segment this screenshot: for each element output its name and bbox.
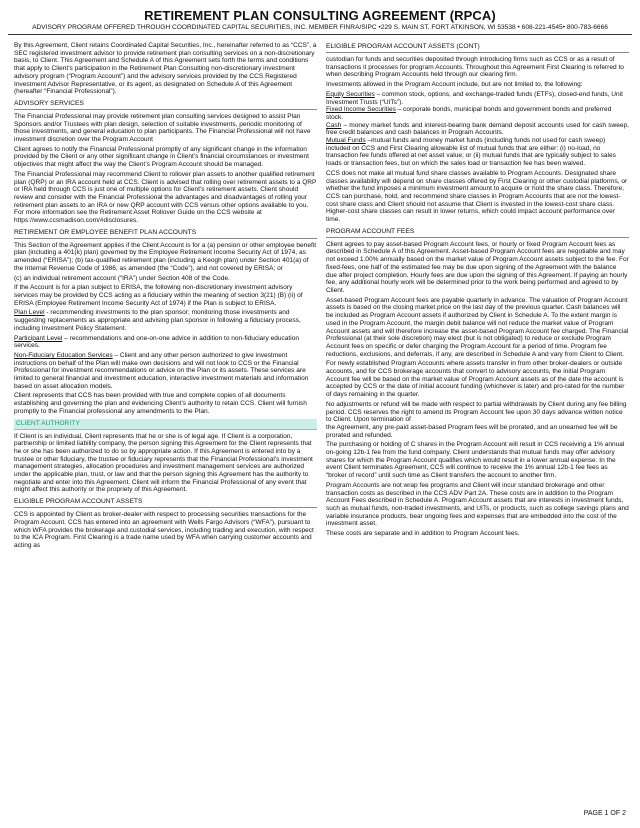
fees-paragraph-2: Asset-based Program Account fees are payable quarterly in advance. The valuation of Program Account assets is based on the closing market price on the last day of the previous quarter. Cash balances will be included as Program Account assets if authorized by Client in Schedule A. To the extent margin is used in the Program Account, the margin debit balance will not reduce the market value of Program Account assets and will therefore increase the asset-based Program Account fee charged. The Financial Professional (at their sole discretion) may elect (but is not obligated) to reduce or exclude Program Account fees on specific or defer charging the Program Account for a period of time. Program fee reductions, exclusions, and deferrals, if any, are described in Schedule A and vary from Client to Client. (326, 296, 629, 358)
advisory-paragraph-2: Client agrees to notify the Financial Professional promptly of any significant change in the information provided by the Client or any other significant change in Client’s financial circumstances or investment objectives that might affect the way the Client’s Program Account should be managed. (14, 145, 310, 169)
fees-paragraph-5: the Agreement, any pre-paid asset-based Program fees will be prorated, and an unearned fee will be prorated and refunded. (326, 423, 618, 439)
authority-paragraph: If Client is an individual, Client represents that he or she is of legal age. If Client is a corporation, partnership or limited liability company, the person signing this Agreement for the Client represents that he or she has been authorized to do so by appropriate action. If this Agreement is entered into by a trustee or other fiduciary, the trustee or fiduciary represents that the Financial Professional’s investment management strategies, allocation procedures and investment management services are authorized under the applicable plan, trust, or law and that the person signing this Agreement has the authority to negotiate and enter into this Agreement. Client will inform the Financial Professional of any event that might affect this authority or the propriety of this Agreement. (14, 432, 313, 494)
equity-item (326, 91, 629, 106)
fees-paragraph-3: For newly established Program Accounts where assets transfer in from other broker-dealers or outside accounts, and for CCS brokerage accounts that convert to advisory accounts, the initial Program Account fee will be based on the market value of Program Account assets as of the date the account is accepted by CCS or the date of initial account funding (whichever is later) and pro-rated for the number of days remaining in the quarter. (326, 360, 625, 399)
mutual-funds-item (326, 137, 629, 168)
left-column (14, 42, 317, 552)
mutual-funds-label: Mutual Funds (326, 137, 366, 145)
participant-level-item (14, 335, 317, 350)
fees-paragraph-7: Program Accounts are not wrap fee programs and Client will incur standard brokerage and other transaction costs as described in the CCS ADV Part 2A. These costs are in addition to the Program Account Fees described in Schedule A. Program Account assets that are interests in investment funds, such as mutual funds, non-traded investments, and UITs, or products, such as college savings plans and variable insurance products, bear ongoing fees and expenses that are embedded into the cost of the investment asset. (326, 481, 629, 528)
advisory-services-header: ADVISORY SERVICES (14, 99, 317, 110)
erisa-paragraph-1: This Section of the Agreement applies if the Client Account is for a (a) pension or other employee benefit plan (including a 401(k) plan) governed by the Employee Retirement Income Security Act of 1974, as amended (“ERISA”); (b) tax-qualified retirement plan (including a Keogh plan) under Section 401(a) of the Internal Revenue Code of 1986, as amended (the “Code”), and not covered by ERISA; or (14, 241, 317, 272)
fees-paragraph-8: These costs are separate and in addition to Program Account fees. (326, 530, 520, 538)
nonfiduciary-item (14, 352, 317, 391)
fixed-income-text: – corporate bonds, municipal bonds and government bonds and preferred stock. (326, 106, 612, 121)
advisory-paragraph-3: The Financial Professional may recommend Client to rollover plan assets to another qualified retirement plan (QRP) or an IRA account held at CCS. Client is advised that rolling over retirement assets to a QRP or IRA held through CCS is just one of multiple options for Client’s retirement assets. Client should review and consider with the Financial Professional the advantages and disadvantages of rolling your retirement plan assets to an IRA or new QRP account with CCS versus other options available to you. For more information see the Retirement Asset Rollover Guide on the CCS website at https://www.ccsmadison.com/#disclosures. (14, 170, 317, 225)
eligible-cont-paragraph-3: CCS does not make all mutual fund share classes available to Program Accounts. Designated share classes availability will depend on share classes offered by First Clearing or other custodial platforms, or whether the fund imposes a minimum investment amount to acquire or hold the share class. Therefore, CCS can purchase, hold, and recommend share classes in Program Accounts that are not the lowest-cost share class and Client should not assume that Client is invested in the lowest-cost share class. Higher-cost share classes can result in lower returns, which could impact account performance over time. (326, 169, 628, 224)
erisa-paragraph-3: If the Account is for a plan subject to ERISA, the following non-discretionary investment advisory services may be provided by CCS acting as a fiduciary within the meaning of section 3(21) (B) (ii) of ERISA (Employee Retirement Income Security Act of 1974) if the Plan is subject to ERISA. (14, 284, 303, 307)
participant-level-text: – recommendations and one-on-one advice in addition to non-fiduciary education services. (14, 334, 299, 350)
eligible-assets-header: ELIGIBLE PROGRAM ACCOUNT ASSETS (14, 497, 317, 508)
nonfiduciary-text: – Client and any other person authorized to give investment instructions on behalf of the Plan will make own decisions and will not look to CCS or the Financial Professional for investment recommendations or advice on the Plan or its assets. These services are limited to general financial and investment education, interactive investment materials and information based on asset allocation models. (14, 351, 309, 390)
cash-label: Cash (326, 121, 342, 129)
equity-label: Equity Securities (326, 90, 375, 98)
document-subtitle: ADVISORY PROGRAM OFFERED THROUGH COORDINATED CAPITAL SECURITIES, INC. MEMBER FINRA/SIPC •229 S. MAIN ST. FORT ATKINSON, WI 53538 • 608-221-4545• 800-783-6666 (8, 24, 632, 35)
plan-level-text: - recommending investments to the plan sponsor; monitoring those investments and suggesting replacements as appropriate and advising plan sponsor in following a fiduciary process, including Investment Policy Statement. (14, 309, 301, 332)
erisa-paragraph-4: Client represents that CCS has been provided with true and complete copies of all documents establishing and governing the plan and evidencing Client’s authority to retain CCS. Client will furnish promptly to the Financial professional any amendments to the Plan. (14, 392, 307, 415)
plan-level-label: Plan Level (14, 309, 45, 317)
client-authority-header: CLIENT AUTHORITY (14, 419, 317, 430)
cash-item (326, 122, 629, 137)
advisory-paragraph-1: The Financial Professional may provide retirement plan consulting services designed to assist Plan Sponsors and/or Trustees with plan design, selection of suitable investments, periodic monitoring of those investments, and general education to plan participants. The Financial Professional will not have investment discretion over the Program Account (14, 112, 311, 144)
eligible-paragraph: CCS is appointed by Client as broker-dealer with respect to processing securities transactions for the Program Account. CCS has entered into an agreement with Wells Fargo Advisors (“WFA”), pursuant to which WFA provides the brokerage and custodial services, including trading and execution, with respect to the ICA Program. First Clearing is a trade name used by WFA when carrying customer accounts and acting as (14, 511, 314, 549)
intro-paragraph: By this Agreement, Client retains Coordinated Capital Securities, Inc., hereinafter referred to as “CCS”, a SEC registered investment advisor to provide retirement plan consulting services on a non-discretionary basis, to Client. This Agreement and Schedule A of this Agreement sets forth the terms and conditions that apply to Client’s participation in the Retirement Plan Consulting non-discretionary investment advisory program (“Program Account”) and the advisory services provided by the CCS Registered Investment Advisor Representative, or its agent, as designated on Schedule A of this Agreement (hereafter “Financial Professional”). (14, 42, 317, 96)
erisa-header: RETIREMENT OR EMPLOYEE BENEFIT PLAN ACCOUNTS (14, 228, 317, 239)
cash-text: – money market funds and interest-bearing bank demand deposit accounts used for cash sweep, free credit balances and cash balances in Program Accounts. (326, 121, 629, 137)
fees-paragraph-4: No adjustments or refund will be made with respect to partial withdrawals by Client during any fee billing period. CCS reserves the right to amend its Program Account fee upon 30 days advance written notice to Client. Upon termination of (326, 400, 627, 424)
right-column (326, 42, 629, 540)
eligible-cont-paragraph-1: custodian for funds and securities deposited through introducing firms such as CCS or as a result of transactions it processes for program Accounts. Throughout this Agreement First Clearing is referred to when describing Program Accounts held through our clearing firm. (326, 56, 624, 79)
mutual-funds-text: –mutual funds and money market funds (including funds not used for cash sweep) included on CCS and First Clearing allowable list of mutual funds that are either: (i) no-load, no transaction fee funds offered at net asset value; or (ii) mutual funds that are typically subject to sales loads or transaction fees, but on which the sales load or transaction fee has been waived. (326, 137, 616, 168)
participant-level-label: Participant Level (14, 334, 63, 342)
page-number: PAGE 1 OF 2 (583, 810, 626, 817)
eligible-cont-paragraph-2: Investments allowed in the Program Account include, but are not limited to, the following: (326, 81, 583, 89)
fixed-income-label: Fixed Income Securities (326, 106, 396, 114)
program-fees-header: PROGRAM ACCOUNT FEES (326, 227, 629, 238)
document-title: RETIREMENT PLAN CONSULTING AGREEMENT (RPCA) (144, 8, 496, 23)
nonfiduciary-label: Non-Fiduciary Education Services (14, 351, 113, 359)
eligible-assets-cont-header: ELIGIBLE PROGRAM ACCOUNT ASSETS (CONT) (326, 42, 629, 53)
fixed-income-item (326, 106, 629, 121)
fees-paragraph-6: The purchasing or holding of C shares in the Program Account will result in CCS receiving a 1% annual on-going 12b-1 fee from the fund company. Client understands that mutual funds may offer advisory shares for which the Program Account qualifies which would result in a lower annual expense. In the event Client terminates Agreement, CCS will continue to receive the 1% annual 12b-1 fee fees as “broker of record” until such time as Client transfers the account to another firm. (326, 441, 625, 480)
fees-paragraph-1: Client agrees to pay asset-based Program Account fees, or hourly or fixed Program Account fees as described in Schedule A of this Agreement. Asset-based Program Account fees are negotiable and may not exceed 1.00% annually based on the market value of Program Account assets subject to the fee. For fixed-fees, one half of the estimated fee may be due upon signing of the Agreement with the balance due after project completion. Hourly fees are due upon the signing of this Agreement. If paying an hourly fee, any additional hourly work will be determined prior to the work being performed and agreed to by Client. (326, 240, 629, 294)
erisa-paragraph-2: (c) an individual retirement account (“IRA”) under Section 408 of the Code. (14, 274, 230, 282)
equity-text: – common stock, options, and exchange-traded funds (ETFs), closed-end funds, Unit Investment Trusts (“UITs”). (326, 90, 623, 106)
plan-level-item (14, 309, 317, 332)
